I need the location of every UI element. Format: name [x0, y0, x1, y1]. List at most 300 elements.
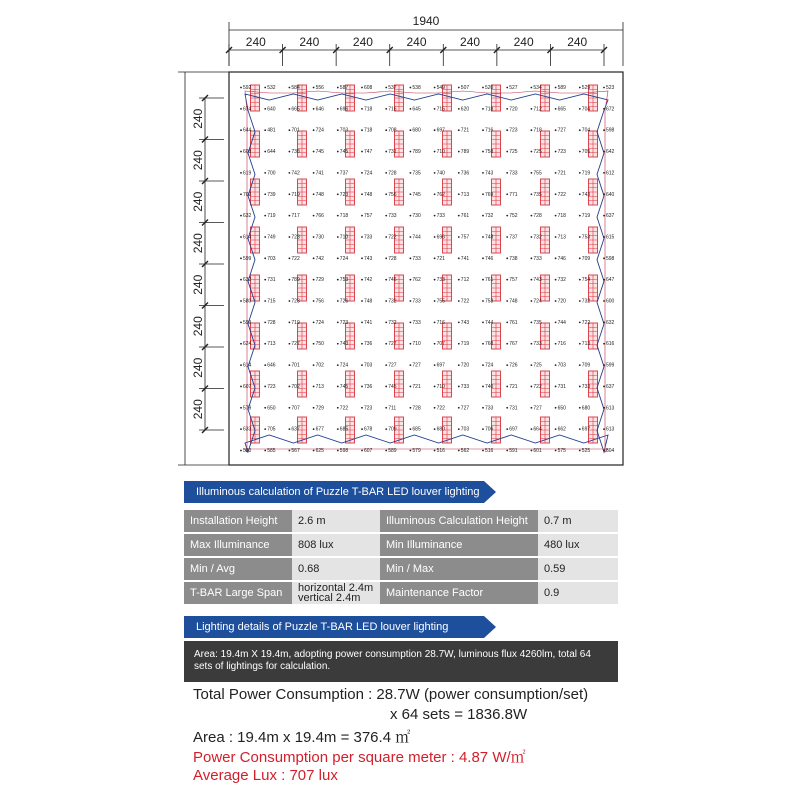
grid-point [482, 108, 484, 110]
span-label: 240 [460, 35, 481, 49]
illuminance-value: 733 [533, 255, 542, 262]
grid-point [313, 108, 315, 110]
illuminance-value: 706 [485, 426, 494, 433]
grid-point [337, 257, 339, 259]
illuminance-value: 724 [315, 127, 324, 134]
grid-point [361, 343, 363, 345]
grid-point [385, 279, 387, 281]
illuminance-value: 740 [485, 383, 494, 390]
grid-point [531, 129, 533, 131]
grid-point [579, 279, 581, 281]
grid-point [482, 364, 484, 366]
grid-point [603, 321, 605, 323]
illuminance-value: 725 [509, 149, 518, 156]
spec-label: Min / Avg [184, 558, 292, 580]
grid-point [579, 364, 581, 366]
grid-point [434, 215, 436, 217]
illuminance-value: 718 [339, 213, 349, 220]
grid-point [289, 87, 291, 89]
grid-point [361, 172, 363, 174]
illuminance-value: 755 [436, 298, 445, 305]
grid-point [603, 215, 605, 217]
illuminance-value: 608 [364, 85, 373, 91]
grid-point [506, 151, 508, 153]
grid-point [410, 321, 412, 323]
grid-point [458, 151, 460, 153]
grid-point [482, 386, 484, 388]
illuminance-value: 599 [606, 362, 615, 369]
illuminance-value: 742 [291, 170, 300, 177]
illuminance-value: 745 [339, 149, 349, 156]
grid-point [482, 300, 484, 302]
grid-point [313, 257, 315, 259]
grid-point [337, 450, 339, 452]
grid-point [458, 321, 460, 323]
grid-point [458, 172, 460, 174]
grid-point [555, 172, 557, 174]
grid-point [240, 343, 242, 345]
vertical-span-label: 240 [191, 399, 205, 420]
illuminance-value: 745 [315, 149, 324, 156]
illuminance-value: 599 [243, 255, 252, 262]
grid-point [579, 386, 581, 388]
illuminance-value: 591 [509, 448, 518, 454]
span-label: 240 [406, 35, 427, 49]
illuminance-value: 733 [436, 213, 445, 220]
grid-point [555, 236, 557, 238]
illuminance-value: 721 [412, 383, 421, 390]
grid-point [531, 87, 533, 89]
spec-label: Illuminous Calculation Height [380, 510, 538, 532]
illuminance-value: 702 [243, 191, 252, 198]
illuminance-value: 589 [557, 85, 566, 91]
illuminance-value: 736 [364, 383, 373, 390]
illuminance-value: 789 [412, 149, 421, 156]
illuminance-value: 702 [291, 383, 300, 390]
illuminance-value: 725 [533, 149, 542, 156]
illuminance-value: 647 [606, 277, 615, 284]
grid-point [289, 172, 291, 174]
grid-point [313, 279, 315, 281]
grid-point [482, 151, 484, 153]
illuminance-value: 743 [460, 319, 470, 326]
grid-point [410, 300, 412, 302]
illuminance-value: 598 [339, 448, 349, 454]
grid-point [240, 87, 242, 89]
illuminance-value: 665 [557, 106, 566, 113]
illuminance-value: 745 [412, 191, 421, 198]
illuminance-value: 728 [533, 213, 542, 220]
illuminance-value: 744 [412, 234, 421, 241]
illuminance-value: 625 [315, 448, 324, 454]
illuminance-value: 724 [339, 362, 349, 369]
illuminance-value: 750 [315, 341, 324, 348]
illuminance-value: 728 [412, 405, 421, 412]
grid-point [410, 450, 412, 452]
grid-point [385, 151, 387, 153]
illuminance-value: 723 [339, 191, 349, 198]
grid-point [385, 257, 387, 259]
illuminance-value: 727 [291, 341, 300, 348]
grid-point [603, 407, 605, 409]
grid-point [555, 279, 557, 281]
grid-point [434, 364, 436, 366]
illuminance-value: 733 [509, 170, 518, 177]
illuminance-value: 767 [509, 341, 518, 348]
grid-point [264, 236, 266, 238]
illuminance-value: 746 [388, 277, 397, 284]
illuminance-value: 728 [388, 170, 397, 177]
grid-point [458, 450, 460, 452]
illuminance-value: 732 [388, 319, 397, 326]
grid-point [264, 343, 266, 345]
grid-point [482, 172, 484, 174]
total-width-label: 1940 [412, 14, 440, 28]
grid-point [313, 343, 315, 345]
illuminance-value: 584 [291, 85, 300, 91]
grid-point [240, 236, 242, 238]
illuminance-value: 527 [509, 85, 518, 91]
grid-point [264, 407, 266, 409]
grid-point [531, 343, 533, 345]
grid-point [337, 151, 339, 153]
grid-point [264, 300, 266, 302]
illuminance-value: 742 [364, 277, 373, 284]
grid-point [385, 108, 387, 110]
illuminance-value: 744 [485, 319, 494, 326]
grid-point [385, 386, 387, 388]
illuminance-value: 723 [291, 234, 300, 241]
grid-point [579, 321, 581, 323]
vertical-span-label: 240 [191, 316, 205, 337]
spec-row [184, 534, 618, 556]
illuminance-value: 731 [557, 383, 566, 390]
grid-point [240, 257, 242, 259]
grid-point [458, 108, 460, 110]
grid-point [603, 343, 605, 345]
illuminance-value: 719 [291, 191, 300, 198]
grid-point [579, 129, 581, 131]
illuminance-value: 640 [267, 106, 276, 113]
illuminance-value: 743 [533, 277, 542, 284]
illuminance-value: 712 [460, 277, 470, 284]
illuminance-value: 736 [364, 341, 373, 348]
grid-point [313, 321, 315, 323]
illuminance-value: 741 [364, 319, 373, 326]
grid-point [313, 215, 315, 217]
grid-point [264, 364, 266, 366]
illuminance-value: 761 [509, 319, 518, 326]
illuminance-value: 755 [533, 170, 542, 177]
illuminance-value: 600 [606, 298, 615, 305]
grid-point [289, 151, 291, 153]
grid-point [410, 193, 412, 195]
grid-point [385, 87, 387, 89]
illuminance-value: 730 [412, 213, 421, 220]
illuminance-value: 743 [485, 170, 494, 177]
grid-point [385, 364, 387, 366]
grid-point [434, 407, 436, 409]
grid-point [506, 172, 508, 174]
grid-point [337, 193, 339, 195]
grid-point [337, 87, 339, 89]
grid-point [603, 172, 605, 174]
illuminance-value: 642 [606, 149, 615, 156]
grid-point [361, 450, 363, 452]
grid-point [579, 151, 581, 153]
grid-point [531, 108, 533, 110]
illuminance-value: 507 [460, 85, 470, 91]
grid-point [434, 87, 436, 89]
grid-point [603, 279, 605, 281]
illuminance-value: 640 [606, 191, 615, 198]
illuminance-value: 748 [364, 191, 373, 198]
illuminance-value: 637 [606, 213, 615, 220]
illuminance-value: 747 [364, 149, 373, 156]
illuminance-value: 601 [533, 448, 542, 454]
grid-point [531, 300, 533, 302]
grid-point [603, 428, 605, 430]
illuminance-value: 727 [388, 341, 397, 348]
illuminance-value: 740 [436, 170, 445, 177]
grid-point [482, 450, 484, 452]
grid-point [337, 108, 339, 110]
grid-point [313, 407, 315, 409]
grid-point [579, 215, 581, 217]
illuminance-value: 702 [315, 362, 324, 369]
grid-point [289, 428, 291, 430]
illuminance-value: 731 [267, 277, 276, 284]
illuminance-value: 722 [557, 191, 566, 198]
grid-point [313, 364, 315, 366]
grid-point [506, 129, 508, 131]
grid-point [289, 257, 291, 259]
spec-value: 808 lux [292, 534, 380, 556]
illuminance-value: 704 [581, 127, 591, 134]
grid-point [482, 343, 484, 345]
illuminance-value: 724 [364, 170, 373, 177]
grid-point [361, 129, 363, 131]
illuminance-value: 599 [243, 319, 252, 326]
grid-point [458, 257, 460, 259]
grid-point [337, 172, 339, 174]
illuminance-value: 685 [339, 426, 349, 433]
illuminance-value: 709 [388, 426, 397, 433]
illuminance-value: 721 [460, 127, 470, 134]
illuminance-value: 645 [412, 106, 421, 113]
illuminance-value: 727 [557, 127, 566, 134]
grid-point [579, 407, 581, 409]
grid-point [458, 343, 460, 345]
illuminance-value: 718 [364, 127, 373, 134]
illuminance-value: 579 [243, 405, 252, 412]
illuminance-value: 674 [243, 106, 252, 113]
illuminance-value: 729 [315, 277, 324, 284]
grid-point [410, 236, 412, 238]
illuminance-value: 713 [267, 341, 276, 348]
grid-point [289, 236, 291, 238]
illuminance-value: 721 [557, 170, 566, 177]
illuminance-value: 703 [267, 255, 276, 262]
illuminance-value: 746 [485, 255, 494, 262]
grid-point [506, 343, 508, 345]
illuminance-value: 710 [339, 234, 349, 241]
illuminance-value: 700 [267, 170, 276, 177]
grid-point [458, 87, 460, 89]
illuminance-value: 761 [460, 213, 470, 220]
vertical-span-label: 240 [191, 274, 205, 295]
grid-point [289, 343, 291, 345]
illuminance-value: 589 [388, 448, 397, 454]
grid-point [506, 428, 508, 430]
illuminance-value: 707 [291, 405, 300, 412]
grid-point [264, 108, 266, 110]
grid-point [240, 151, 242, 153]
illuminance-value: 598 [606, 127, 615, 134]
grid-point [410, 428, 412, 430]
grid-point [603, 151, 605, 153]
illuminance-value: 720 [509, 106, 518, 113]
illuminance-value: 720 [460, 362, 470, 369]
illuminance-value: 532 [267, 85, 276, 91]
grid-point [482, 215, 484, 217]
illuminance-value: 726 [339, 298, 349, 305]
illuminance-value: 742 [315, 255, 324, 262]
spec-value: 0.59 [538, 558, 618, 580]
illuminance-value: 748 [485, 234, 494, 241]
calc-banner: Illuminous calculation of Puzzle T-BAR LED louver lighting [184, 481, 484, 503]
illuminance-value: 715 [267, 298, 276, 305]
illuminance-value: 735 [533, 191, 542, 198]
illuminance-value: 748 [509, 298, 518, 305]
illuminance-value: 757 [509, 277, 518, 284]
grid-point [313, 236, 315, 238]
illuminance-value: 717 [291, 213, 300, 220]
illuminance-value: 580 [243, 298, 252, 305]
grid-point [506, 279, 508, 281]
illuminance-value: 753 [339, 277, 349, 284]
grid-point [434, 257, 436, 259]
grid-point [603, 87, 605, 89]
illuminance-value: 719 [267, 213, 276, 220]
grid-point [240, 279, 242, 281]
illuminance-value: 733 [533, 341, 542, 348]
grid-point [289, 364, 291, 366]
grid-point [482, 321, 484, 323]
illuminance-value: 710 [436, 149, 445, 156]
grid-point [240, 428, 242, 430]
illuminance-value: 719 [291, 319, 300, 326]
illuminance-value: 614 [243, 362, 252, 369]
illuminance-value: 749 [267, 234, 276, 241]
grid-point [289, 215, 291, 217]
illuminance-value: 722 [291, 255, 300, 262]
illuminance-value: 736 [460, 170, 470, 177]
illuminance-value: 608 [243, 149, 252, 156]
grid-point [240, 386, 242, 388]
illuminance-value: 743 [581, 191, 591, 198]
illuminance-value: 703 [557, 362, 566, 369]
illuminance-value: 672 [606, 106, 615, 113]
illuminance-value: 743 [339, 341, 349, 348]
grid-point [410, 129, 412, 131]
illuminance-value: 789 [291, 277, 300, 284]
illuminance-value: 718 [533, 127, 542, 134]
illuminance-value: 724 [339, 255, 349, 262]
grid-point [313, 300, 315, 302]
grid-point [603, 193, 605, 195]
illuminance-value: 743 [364, 255, 373, 262]
illuminance-value: 632 [243, 213, 252, 220]
grid-point [361, 386, 363, 388]
grid-point [361, 257, 363, 259]
illuminance-value: 637 [606, 383, 615, 390]
illuminance-value: 580 [243, 448, 252, 454]
illuminance-value: 744 [557, 319, 566, 326]
grid-point [410, 407, 412, 409]
illuminance-value: 665 [291, 106, 300, 113]
illuminance-value: 728 [388, 255, 397, 262]
illuminance-value: 529 [581, 85, 591, 91]
illuminance-value: 708 [388, 127, 397, 134]
grid-point [313, 151, 315, 153]
illuminance-value: 729 [315, 405, 324, 412]
grid-point [434, 279, 436, 281]
illuminance-value: 697 [581, 426, 591, 433]
illuminance-value: 644 [243, 127, 252, 134]
illuminance-value: 587 [339, 85, 349, 91]
grid-point [337, 300, 339, 302]
grid-point [240, 108, 242, 110]
illuminance-value: 735 [412, 170, 421, 177]
grid-point [264, 193, 266, 195]
grid-point [506, 407, 508, 409]
grid-point [264, 151, 266, 153]
illuminance-value: 579 [412, 448, 421, 454]
grid-point [240, 215, 242, 217]
illuminance-value: 703 [339, 127, 349, 134]
illuminance-value: 696 [339, 106, 349, 113]
span-horizontal: horizontal 2.4m [298, 582, 374, 594]
grid-point [458, 129, 460, 131]
illuminance-value: 731 [388, 149, 397, 156]
grid-point [264, 215, 266, 217]
grid-point [555, 129, 557, 131]
grid-point [603, 236, 605, 238]
illuminance-value: 723 [509, 127, 518, 134]
spec-value: 0.9 [538, 582, 618, 604]
grid-point [289, 129, 291, 131]
illuminance-value: 707 [436, 341, 445, 348]
span-label: 240 [567, 35, 588, 49]
grid-point [434, 129, 436, 131]
grid-point [385, 428, 387, 430]
grid-point [434, 236, 436, 238]
grid-point [361, 428, 363, 430]
illuminance-value: 722 [460, 298, 470, 305]
grid-point [555, 386, 557, 388]
grid-point [337, 407, 339, 409]
illuminance-value: 701 [291, 127, 300, 134]
grid-point [410, 215, 412, 217]
grid-point [531, 151, 533, 153]
illuminance-value: 598 [606, 255, 615, 262]
grid-point [337, 279, 339, 281]
illuminance-value: 721 [509, 383, 518, 390]
illuminance-value: 789 [460, 149, 470, 156]
grid-point [289, 450, 291, 452]
grid-point [385, 172, 387, 174]
